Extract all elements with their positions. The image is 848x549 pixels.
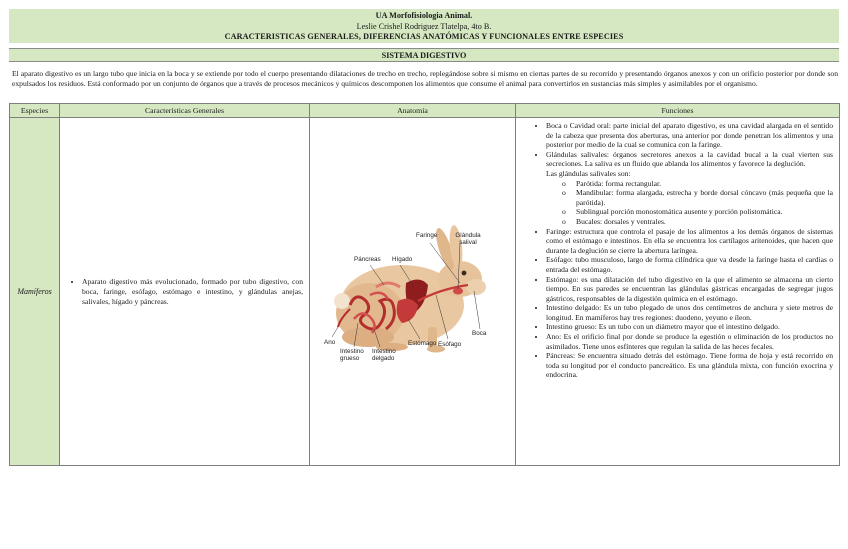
intro-paragraph: El aparato digestivo es un largo tubo que inicia en la boca y se extiende por todo el cuerpo presentando dilataciones de trecho en trecho, replegándose sobre si mismo en ciertas partes de su recorrido y presentando órganos anexos y con un orificio posterior por donde son expulsados los residuos. Está conformado por un conjunto de órganos que a través de procesos mecánicos y químicos descomponen los alimentos que consume el animal para convertirlos en sustancias más simples y asimilables por el organismo. (12, 69, 838, 88)
header-especies: Especies (10, 104, 60, 118)
glandula-item: o Parótida: forma rectangular. (576, 179, 833, 189)
label-faringe: Faringe (416, 231, 438, 239)
funcion-esofago: • Esófago: tubo musculoso, largo de forma cilíndrica que va desde la faringe hasta el cardias o entrada del estómago. (546, 255, 833, 274)
label-glandula-salival: Glándula salival (455, 231, 481, 246)
rabbit-digestive-diagram (310, 209, 524, 375)
funcion-intestino-grueso: • Intestino grueso: Es un tubo con un diámetro mayor que el intestino delgado. (546, 322, 833, 332)
funcion-faringe: • Faringe: estructura que controla el pasaje de los alimentos a los demás órganos de sistemas como el estómago e intestinos. En ella se encuentra los cartílagos aritenoides, que hacen que durante la deglución se cierre la abertura laríngea. (546, 227, 833, 256)
funcion-glandulas (546, 150, 833, 227)
glandula-item: o Bucales: dorsales y ventrales. (576, 217, 833, 227)
header-caracteristicas: Características Generales (60, 104, 310, 118)
label-estomago: Estómago (408, 339, 437, 347)
label-intestino-delgado: Intestino delgado (372, 347, 396, 362)
funcion-glandulas-intro: Las glándulas salivales son: (546, 168, 631, 178)
glandula-item: o Sublingual porción monostomática ausente y porción polistomática. (576, 207, 833, 217)
label-esofago: Esófago (438, 340, 462, 348)
funcion-intestino-delgado: • Intestino delgado: Es un tubo plegado de unos dos centímetros de anchura y siete metros de longitud. En mamíferos hay tres regiones: duodeno, yeyuno e íleon. (546, 303, 833, 322)
funcion-glandulas-text: Glándulas salivales: órganos secretores anexos a la cavidad bucal a la cual vierten sus secreciones. La saliva es un fluido que ablanda los alimentos y favorece la deglución. (546, 149, 833, 169)
caracteristicas-item: • Aparato digestivo más evolucionado, formado por tubo digestivo, con boca, faringe, esófago, estómago e intestino, y glándulas anejas, salivales, hígado y páncreas. (82, 277, 303, 307)
table-header-row (10, 104, 840, 118)
section-title: SISTEMA DIGESTIVO (9, 48, 839, 62)
funcion-ano: • Ano: Es el orificio final por donde se produce la egestión o eliminación de los productos no asimilados. Tiene unos esfínteres que regulan la salida de las heces fecales. (546, 332, 833, 351)
document-header (9, 9, 839, 43)
caracteristicas-cell (60, 118, 310, 466)
species-cell: Mamíferos (10, 118, 60, 466)
funcion-boca: • Boca o Cavidad oral: parte inicial del aparato digestivo, es una cavidad alargada en el sentido de la cabeza que presenta dos aberturas, una anterior por donde penetran los alimentos y una posterior por medio de la cual se comunica con la faringe. (546, 121, 833, 150)
author-line: Leslie Crishel Rodriguez Tlatelpa, 4to B. (356, 21, 492, 31)
funcion-estomago: • Estómago: es una dilatación del tubo digestivo en la que el alimento se almacena un cierto tiempo. En sus paredes se encuentran las glándulas gástricas encargadas de segregar jugos gástricos, responsables de la digestión química en el estómago. (546, 275, 833, 304)
label-pancreas: Páncreas (354, 255, 381, 263)
label-intestino-grueso: Intestino grueso (340, 347, 364, 362)
label-boca: Boca (472, 329, 487, 337)
course-title: UA Morfofisiologia Animal. (375, 11, 473, 20)
funcion-pancreas: • Páncreas: Se encuentra situado detrás del estómago. Tiene forma de hoja y está recorrido en toda su longitud por el conducto pancreático. Es una glándula mixta, con función exocrina y endocrina. (546, 351, 833, 380)
header-anatomia: Anatomía (310, 104, 516, 118)
funciones-cell (516, 118, 840, 466)
table-row (10, 118, 840, 466)
anatomy-cell (310, 118, 516, 466)
label-ano: Ano (324, 338, 336, 346)
label-higado: Hígado (392, 255, 413, 263)
comparison-table (9, 103, 840, 466)
glandula-item: o Mandibular: forma alargada, estrecha y borde dorsal cóncavo (más pequeña que la parótida). (576, 188, 833, 207)
header-funciones: Funciones (516, 104, 840, 118)
document-title: CARACTERISTICAS GENERALES, DIFERENCIAS ANATÓMICAS Y FUNCIONALES ENTRE ESPECIES (224, 32, 624, 41)
